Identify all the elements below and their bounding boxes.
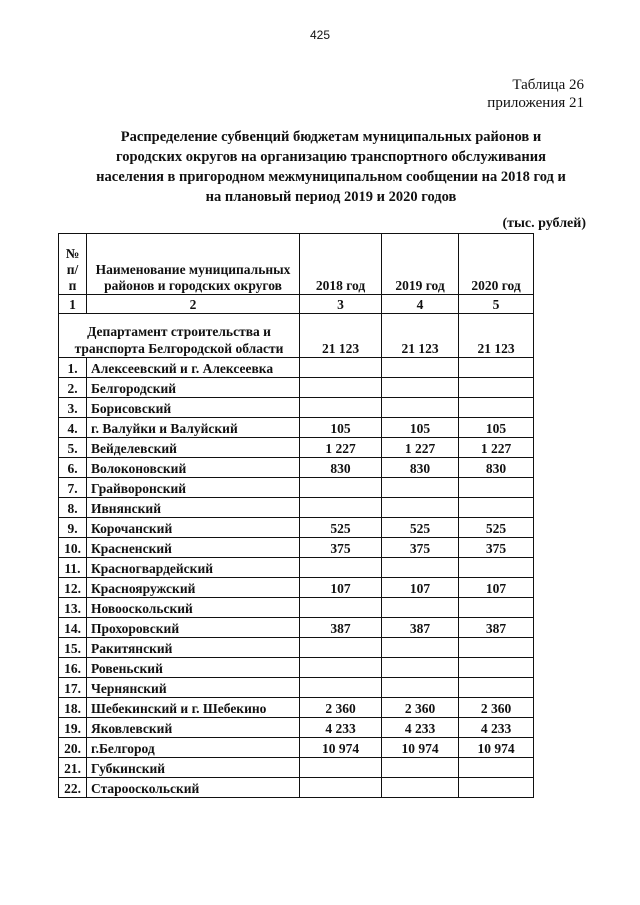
row-number: 5. <box>59 438 87 458</box>
row-district-name: Белгородский <box>87 378 300 398</box>
row-district-name: Губкинский <box>87 758 300 778</box>
row-value-2020 <box>459 658 534 678</box>
row-number: 16. <box>59 658 87 678</box>
row-district-name: Чернянский <box>87 678 300 698</box>
row-value-2018 <box>300 378 382 398</box>
row-number: 2. <box>59 378 87 398</box>
row-number: 9. <box>59 518 87 538</box>
row-value-2018: 10 974 <box>300 738 382 758</box>
header-num: № п/п <box>59 234 87 295</box>
row-value-2020: 10 974 <box>459 738 534 758</box>
row-value-2019 <box>382 658 459 678</box>
department-2020: 21 123 <box>459 314 534 358</box>
table-row <box>59 718 534 738</box>
row-value-2019 <box>382 358 459 378</box>
row-value-2020 <box>459 498 534 518</box>
row-value-2020 <box>459 598 534 618</box>
row-number: 15. <box>59 638 87 658</box>
row-value-2018: 387 <box>300 618 382 638</box>
row-value-2019: 107 <box>382 578 459 598</box>
column-index-row <box>59 295 534 314</box>
row-value-2020: 4 233 <box>459 718 534 738</box>
row-value-2020 <box>459 758 534 778</box>
row-value-2019 <box>382 398 459 418</box>
row-value-2019 <box>382 598 459 618</box>
row-value-2018: 2 360 <box>300 698 382 718</box>
table-row <box>59 358 534 378</box>
row-district-name: Борисовский <box>87 398 300 418</box>
row-value-2020 <box>459 478 534 498</box>
row-number: 21. <box>59 758 87 778</box>
row-number: 14. <box>59 618 87 638</box>
row-number: 6. <box>59 458 87 478</box>
row-number: 18. <box>59 698 87 718</box>
department-2019: 21 123 <box>382 314 459 358</box>
row-value-2020 <box>459 778 534 798</box>
header-name: Наименование муниципальных районов и городских округов <box>87 234 300 295</box>
department-row <box>59 314 534 358</box>
row-number: 7. <box>59 478 87 498</box>
row-value-2018: 1 227 <box>300 438 382 458</box>
row-value-2020: 387 <box>459 618 534 638</box>
row-value-2019: 525 <box>382 518 459 538</box>
row-value-2018: 525 <box>300 518 382 538</box>
table-row <box>59 378 534 398</box>
table-row <box>59 458 534 478</box>
row-number: 10. <box>59 538 87 558</box>
row-value-2018: 105 <box>300 418 382 438</box>
row-value-2020: 107 <box>459 578 534 598</box>
row-value-2019: 105 <box>382 418 459 438</box>
column-index-cell: 1 <box>59 295 87 314</box>
row-value-2018 <box>300 678 382 698</box>
row-value-2019: 4 233 <box>382 718 459 738</box>
row-value-2018 <box>300 638 382 658</box>
row-district-name: Старооскольский <box>87 778 300 798</box>
table-row <box>59 638 534 658</box>
row-number: 19. <box>59 718 87 738</box>
row-value-2020: 105 <box>459 418 534 438</box>
column-index-cell: 2 <box>87 295 300 314</box>
document-title-line-2: городских округов на организацию транспортного обслуживания <box>116 149 546 165</box>
row-value-2020 <box>459 358 534 378</box>
row-value-2020: 2 360 <box>459 698 534 718</box>
row-number: 3. <box>59 398 87 418</box>
row-value-2020: 830 <box>459 458 534 478</box>
row-value-2018 <box>300 478 382 498</box>
row-value-2019: 10 974 <box>382 738 459 758</box>
row-value-2020 <box>459 638 534 658</box>
table-row <box>59 778 534 798</box>
row-value-2018 <box>300 498 382 518</box>
row-value-2019 <box>382 478 459 498</box>
header-2019: 2019 год <box>382 234 459 295</box>
row-district-name: Красненский <box>87 538 300 558</box>
header-2020: 2020 год <box>459 234 534 295</box>
row-number: 13. <box>59 598 87 618</box>
row-value-2019: 830 <box>382 458 459 478</box>
table-reference-line-1: Таблица 26 <box>512 77 584 93</box>
row-district-name: г.Белгород <box>87 738 300 758</box>
row-number: 20. <box>59 738 87 758</box>
row-value-2018 <box>300 778 382 798</box>
table-row <box>59 618 534 638</box>
table-row <box>59 558 534 578</box>
row-value-2019 <box>382 558 459 578</box>
table-row <box>59 758 534 778</box>
row-value-2018: 107 <box>300 578 382 598</box>
row-value-2020 <box>459 678 534 698</box>
table-header-row <box>59 234 534 295</box>
table-row <box>59 478 534 498</box>
table-row <box>59 738 534 758</box>
row-number: 22. <box>59 778 87 798</box>
subsidy-table <box>58 233 534 798</box>
department-2018: 21 123 <box>300 314 382 358</box>
row-district-name: Краснояружский <box>87 578 300 598</box>
document-title-line-3: населения в пригородном межмуниципальном сообщении на 2018 год и <box>96 169 566 185</box>
row-number: 17. <box>59 678 87 698</box>
document-title-line-1: Распределение субвенций бюджетам муниципальных районов и <box>120 129 542 145</box>
row-value-2018: 830 <box>300 458 382 478</box>
row-number: 4. <box>59 418 87 438</box>
document-title-line-4: на плановый период 2019 и 2020 годов <box>205 189 457 205</box>
row-district-name: Корочанский <box>87 518 300 538</box>
table-row <box>59 698 534 718</box>
row-value-2019 <box>382 678 459 698</box>
row-value-2018 <box>300 598 382 618</box>
row-number: 1. <box>59 358 87 378</box>
row-value-2020 <box>459 558 534 578</box>
column-index-cell: 4 <box>382 295 459 314</box>
row-value-2020 <box>459 398 534 418</box>
row-value-2020: 1 227 <box>459 438 534 458</box>
department-name: Департамент строительства и транспорта Белгородской области <box>59 314 300 358</box>
row-district-name: Вейделевский <box>87 438 300 458</box>
units-label: (тыс. рублей) <box>502 216 586 231</box>
row-district-name: Новооскольский <box>87 598 300 618</box>
table-row <box>59 418 534 438</box>
table-reference <box>487 76 584 112</box>
row-district-name: г. Валуйки и Валуйский <box>87 418 300 438</box>
row-value-2018: 375 <box>300 538 382 558</box>
row-district-name: Ровеньский <box>87 658 300 678</box>
table-row <box>59 658 534 678</box>
row-value-2020: 525 <box>459 518 534 538</box>
row-value-2018 <box>300 398 382 418</box>
row-value-2018 <box>300 558 382 578</box>
table-row <box>59 578 534 598</box>
table-reference-line-2: приложения 21 <box>487 95 584 111</box>
row-value-2018: 4 233 <box>300 718 382 738</box>
table-row <box>59 498 534 518</box>
row-value-2020: 375 <box>459 538 534 558</box>
row-value-2019: 1 227 <box>382 438 459 458</box>
row-value-2019 <box>382 498 459 518</box>
row-value-2019: 2 360 <box>382 698 459 718</box>
row-value-2018 <box>300 358 382 378</box>
row-district-name: Прохоровский <box>87 618 300 638</box>
row-district-name: Яковлевский <box>87 718 300 738</box>
row-value-2019: 375 <box>382 538 459 558</box>
table-row <box>59 598 534 618</box>
row-value-2018 <box>300 758 382 778</box>
row-value-2020 <box>459 378 534 398</box>
row-value-2019 <box>382 778 459 798</box>
document-title <box>64 127 598 207</box>
row-value-2019 <box>382 378 459 398</box>
row-value-2019 <box>382 758 459 778</box>
table-row <box>59 518 534 538</box>
row-number: 11. <box>59 558 87 578</box>
row-district-name: Шебекинский и г. Шебекино <box>87 698 300 718</box>
row-value-2019: 387 <box>382 618 459 638</box>
page-number: 425 <box>309 28 331 42</box>
header-2018: 2018 год <box>300 234 382 295</box>
column-index-cell: 3 <box>300 295 382 314</box>
row-district-name: Грайворонский <box>87 478 300 498</box>
row-value-2019 <box>382 638 459 658</box>
row-district-name: Красногвардейский <box>87 558 300 578</box>
row-district-name: Ивнянский <box>87 498 300 518</box>
column-index-cell: 5 <box>459 295 534 314</box>
row-number: 8. <box>59 498 87 518</box>
row-number: 12. <box>59 578 87 598</box>
table-row <box>59 398 534 418</box>
table-row <box>59 678 534 698</box>
row-district-name: Алексеевский и г. Алексеевка <box>87 358 300 378</box>
row-district-name: Ракитянский <box>87 638 300 658</box>
row-district-name: Волоконовский <box>87 458 300 478</box>
row-value-2018 <box>300 658 382 678</box>
table-row <box>59 438 534 458</box>
table-row <box>59 538 534 558</box>
